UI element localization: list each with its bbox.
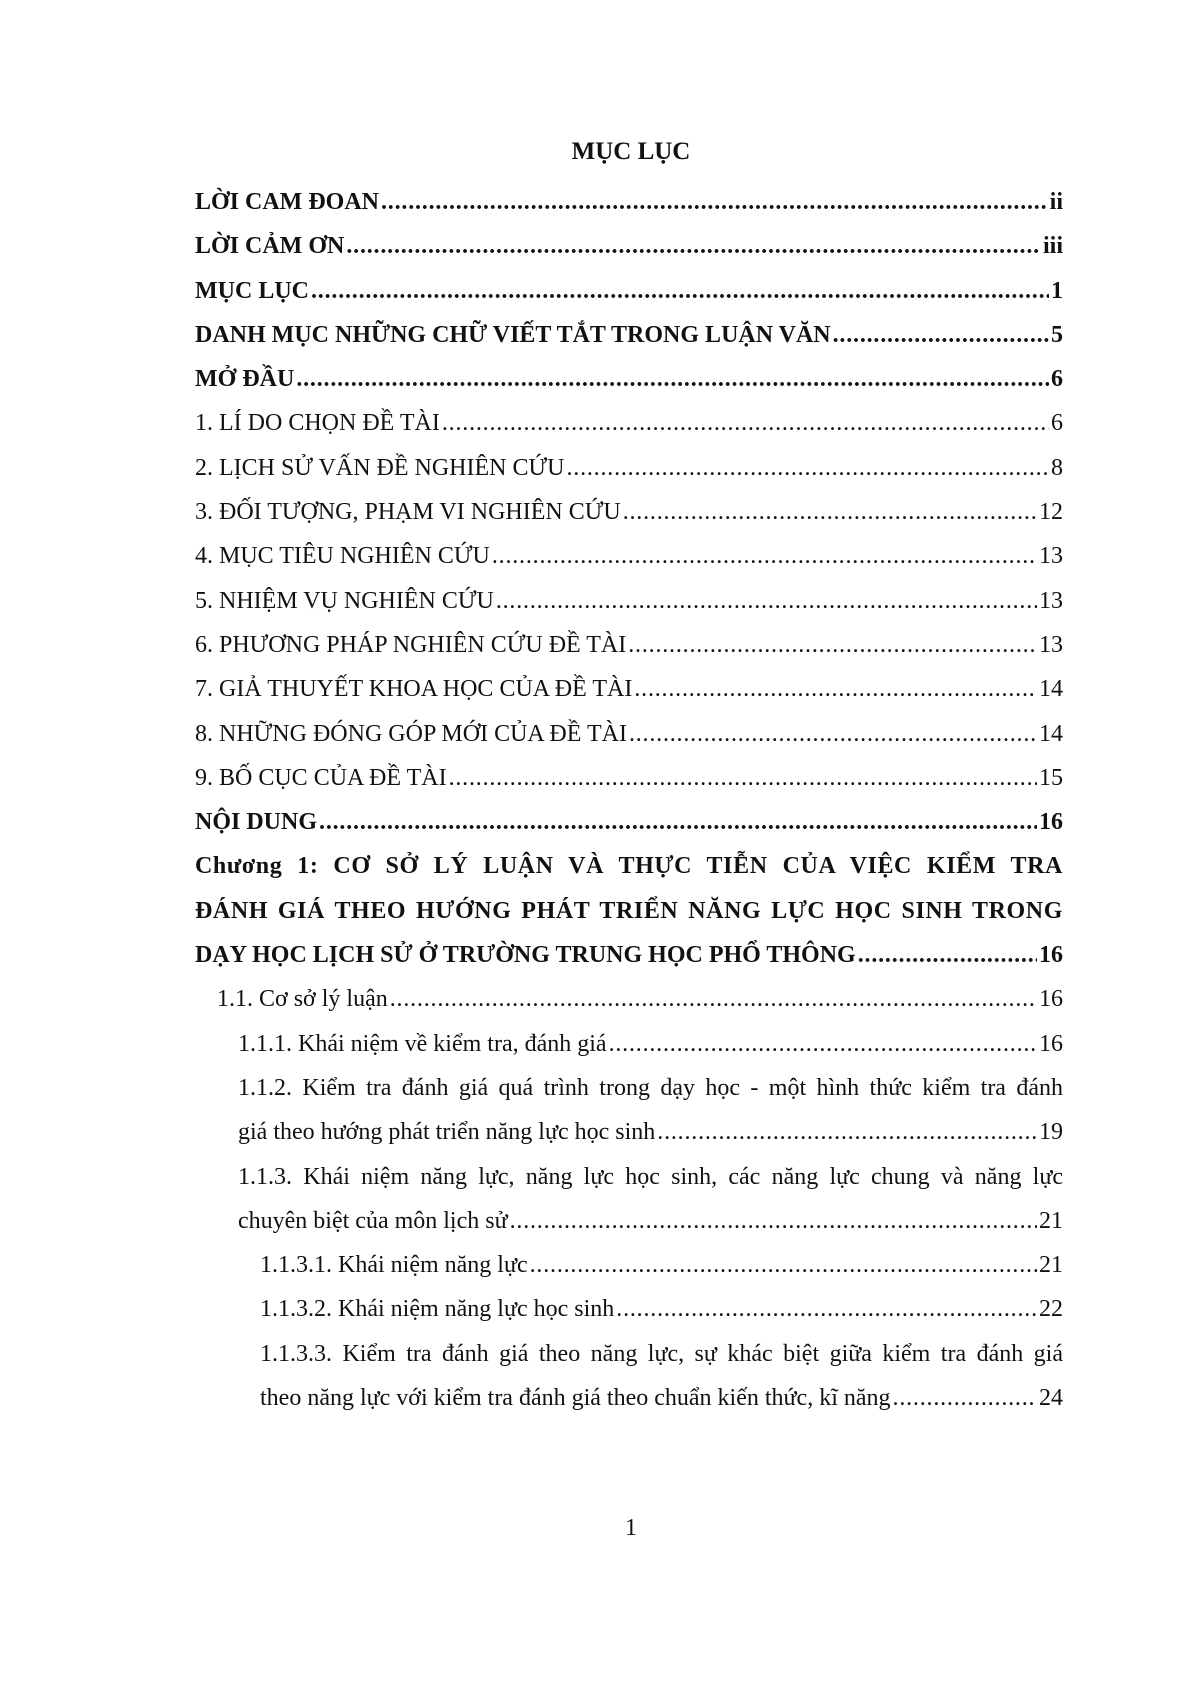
toc-chapter-line: ĐÁNH GIÁ THEO HƯỚNG PHÁT TRIỂN NĂNG LỰC HỌC SINH TRONG: [195, 897, 1063, 924]
toc-entry: [195, 269, 1063, 313]
toc-entry: [195, 446, 1063, 490]
toc-entry-multiline: [195, 1155, 1063, 1244]
toc-entry-page: 5: [1051, 321, 1063, 348]
dot-leader: [623, 490, 1037, 534]
toc-entry: [195, 756, 1063, 800]
toc-entry-title: 1.1. Cơ sở lý luận: [217, 986, 388, 1013]
toc-entry-page: 13: [1039, 631, 1063, 658]
toc-entry-page: 16: [1039, 1030, 1063, 1057]
toc-entry-page: 16: [1039, 942, 1063, 969]
toc-entry-line: 1.1.3.3. Kiểm tra đánh giá theo năng lực, sự khác biệt giữa kiểm tra đánh giá: [260, 1340, 1063, 1367]
toc-entry-title: MỤC LỤC: [195, 277, 309, 304]
dot-leader: [833, 313, 1049, 357]
toc-entry-title: DANH MỤC NHỮNG CHỮ VIẾT TẮT TRONG LUẬN VĂN: [195, 321, 831, 348]
dot-leader: [510, 1199, 1037, 1243]
toc-entry-page: 12: [1039, 499, 1063, 526]
toc-entry: [195, 667, 1063, 711]
toc-entry-title: 9. BỐ CỤC CỦA ĐỀ TÀI: [195, 764, 447, 791]
toc-entry: [195, 313, 1063, 357]
toc-entry-title: 3. ĐỐI TƯỢNG, PHẠM VI NGHIÊN CỨU: [195, 499, 621, 526]
dot-leader: [346, 224, 1041, 268]
toc-entry: [238, 1199, 1063, 1243]
toc-entry-page: 21: [1039, 1252, 1063, 1279]
toc-entry: [195, 1243, 1063, 1287]
toc-entry-title: 2. LỊCH SỬ VẤN ĐỀ NGHIÊN CỨU: [195, 454, 565, 481]
toc-entry: [195, 579, 1063, 623]
toc-entry-multiline: [195, 1332, 1063, 1421]
toc-entry-page: 8: [1051, 454, 1063, 481]
dot-leader: [609, 1022, 1037, 1066]
dot-leader: [311, 269, 1049, 313]
dot-leader: [858, 933, 1037, 977]
toc-entry: [195, 800, 1063, 844]
toc-entry-title: 7. GIẢ THUYẾT KHOA HỌC CỦA ĐỀ TÀI: [195, 676, 633, 703]
dot-leader: [628, 623, 1037, 667]
toc-entry-page: 22: [1039, 1296, 1063, 1323]
toc-entry: [195, 623, 1063, 667]
toc-entry: [195, 224, 1063, 268]
toc-entry-page: 14: [1039, 720, 1063, 747]
toc-entry: [195, 712, 1063, 756]
toc-entry-page: 16: [1039, 809, 1063, 836]
toc-entry-line: 1.1.2. Kiểm tra đánh giá quá trình trong dạy học - một hình thức kiểm tra đánh: [238, 1074, 1063, 1101]
toc-entry: [195, 1022, 1063, 1066]
toc-entry-page: 14: [1039, 676, 1063, 703]
dot-leader: [319, 800, 1037, 844]
dot-leader: [381, 180, 1048, 224]
dot-leader: [530, 1243, 1037, 1287]
dot-leader: [893, 1376, 1037, 1420]
dot-leader: [496, 579, 1037, 623]
toc-entry-page: 15: [1039, 764, 1063, 791]
toc-entry-multiline: [195, 1066, 1063, 1155]
toc-entry-page: 6: [1051, 410, 1063, 437]
toc-entry: [195, 977, 1063, 1021]
toc-entry: [260, 1376, 1063, 1420]
toc-entry-page: 13: [1039, 587, 1063, 614]
toc-entry-title: 5. NHIỆM VỤ NGHIÊN CỨU: [195, 587, 494, 614]
toc-chapter-1: [195, 844, 1063, 977]
toc-entry-page: 1: [1051, 277, 1063, 304]
dot-leader: [442, 401, 1049, 445]
dot-leader: [566, 446, 1049, 490]
toc-entry-page: 16: [1039, 986, 1063, 1013]
toc-entry: [195, 534, 1063, 578]
toc-entry-page: 21: [1039, 1207, 1063, 1234]
dot-leader: [629, 712, 1037, 756]
dot-leader: [657, 1110, 1037, 1154]
toc-entry-title: 1. LÍ DO CHỌN ĐỀ TÀI: [195, 410, 440, 437]
toc-entry-title: chuyên biệt của môn lịch sử: [238, 1207, 508, 1234]
toc-entry-title: giá theo hướng phát triển năng lực học sinh: [238, 1119, 656, 1146]
toc-entry-page: ii: [1049, 189, 1063, 215]
toc-entry: [195, 1287, 1063, 1331]
toc-entry-title: DẠY HỌC LỊCH SỬ Ở TRƯỜNG TRUNG HỌC PHỔ THÔNG: [195, 942, 856, 969]
toc-title: MỤC LỤC: [571, 138, 691, 165]
toc-entry: [238, 1110, 1063, 1154]
toc-entry-page: 19: [1039, 1119, 1063, 1146]
dot-leader: [616, 1287, 1037, 1331]
dot-leader: [449, 756, 1037, 800]
table-of-contents: [195, 180, 1063, 1420]
toc-entry-title: NỘI DUNG: [195, 809, 318, 836]
toc-entry-page: iii: [1042, 233, 1063, 260]
toc-entry-title: 4. MỤC TIÊU NGHIÊN CỨU: [195, 543, 490, 570]
dot-leader: [390, 977, 1037, 1021]
dot-leader: [492, 534, 1037, 578]
toc-entry-line: 1.1.3. Khái niệm năng lực, năng lực học sinh, các năng lực chung và năng lực: [238, 1163, 1063, 1190]
toc-entry-page: 24: [1039, 1385, 1063, 1412]
toc-entry-page: 6: [1051, 366, 1063, 393]
dot-leader: [634, 667, 1037, 711]
toc-entry-title: LỜI CẢM ƠN: [195, 233, 345, 260]
toc-entry: [195, 180, 1063, 224]
toc-entry: [195, 490, 1063, 534]
toc-entry-title: 8. NHỮNG ĐÓNG GÓP MỚI CỦA ĐỀ TÀI: [195, 720, 627, 747]
toc-entry-title: LỜI CAM ĐOAN: [195, 189, 379, 215]
toc-entry: [195, 401, 1063, 445]
toc-entry: [195, 933, 1063, 977]
toc-entry: [195, 357, 1063, 401]
toc-entry-title: 1.1.1. Khái niệm về kiểm tra, đánh giá: [238, 1030, 607, 1057]
toc-entry-title: 6. PHƯƠNG PHÁP NGHIÊN CỨU ĐỀ TÀI: [195, 631, 627, 658]
page-number: 1: [625, 1515, 637, 1541]
toc-entry-page: 13: [1039, 543, 1063, 570]
toc-entry-title: theo năng lực với kiểm tra đánh giá theo chuẩn kiến thức, kĩ năng: [260, 1385, 891, 1412]
toc-entry-title: 1.1.3.2. Khái niệm năng lực học sinh: [260, 1296, 615, 1323]
toc-entry-title: 1.1.3.1. Khái niệm năng lực: [260, 1252, 528, 1279]
toc-entry-title: MỞ ĐẦU: [195, 366, 295, 393]
toc-chapter-line: Chương 1: CƠ SỞ LÝ LUẬN VÀ THỰC TIỄN CỦA VIỆC KIỂM TRA: [195, 853, 1063, 880]
dot-leader: [296, 357, 1049, 401]
